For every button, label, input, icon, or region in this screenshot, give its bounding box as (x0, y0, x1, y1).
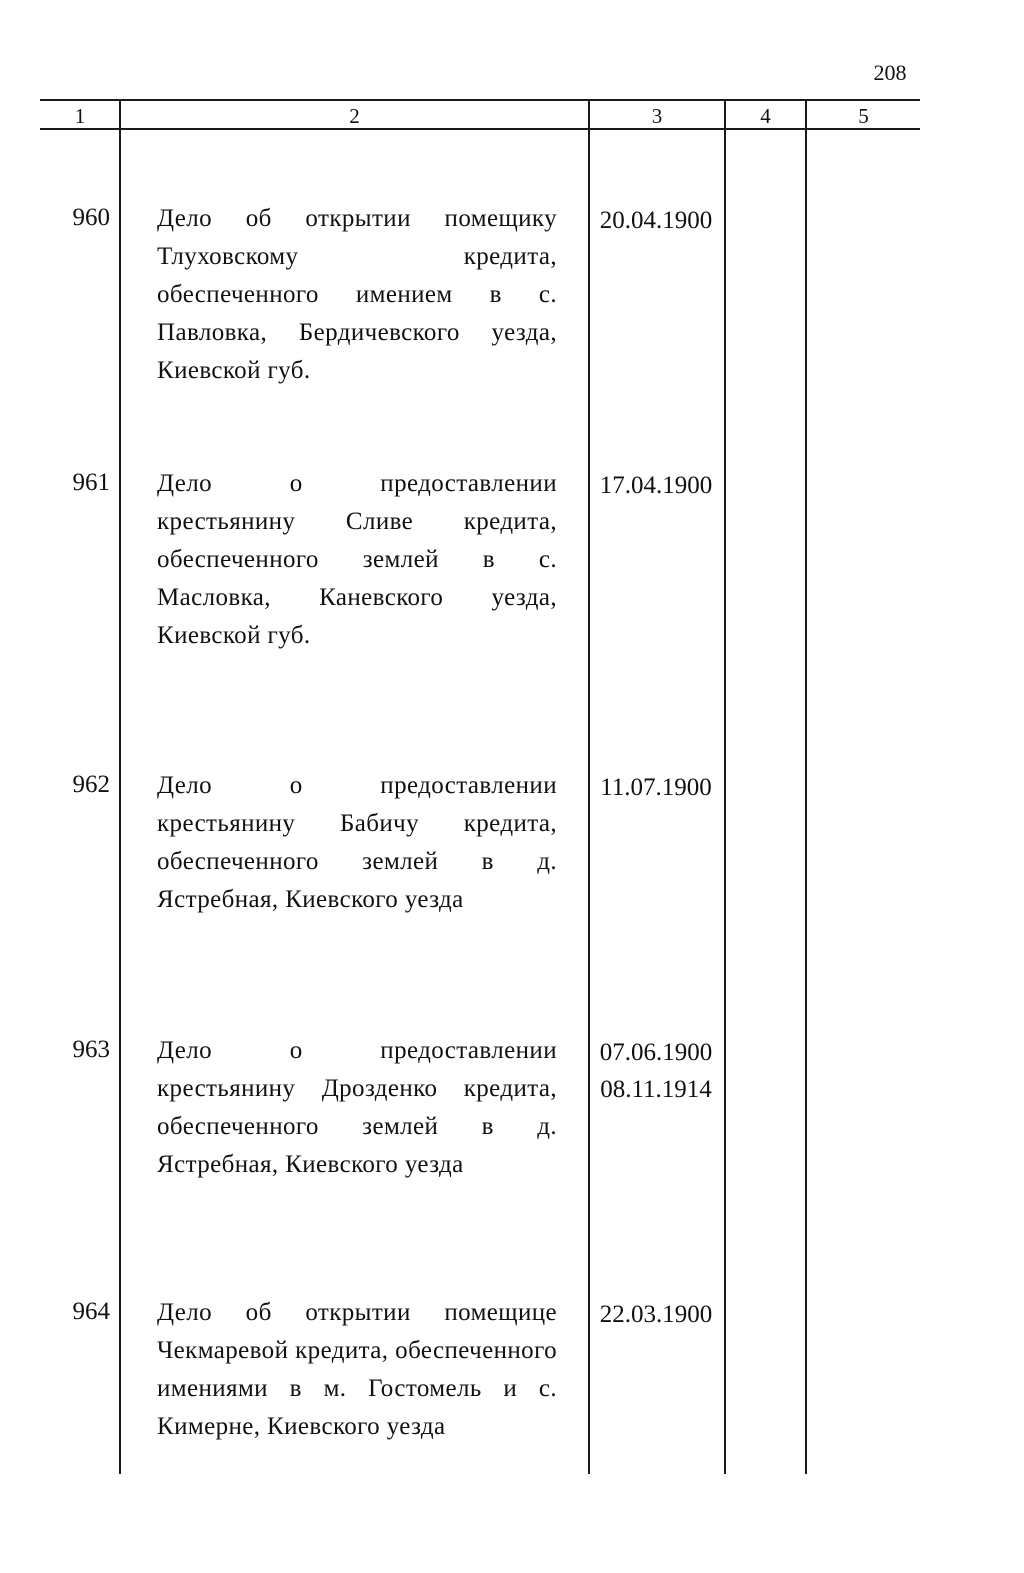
row-number: 964 (72, 1298, 110, 1325)
row-number: 963 (72, 1036, 110, 1063)
column-header-5: 5 (858, 104, 869, 128)
row-number: 961 (72, 469, 110, 496)
row-number: 960 (72, 204, 110, 231)
row-description: Дело о предоставлении крестьянину Дрозденко кредита, обеспеченного землей в д. Ястребная, Киевского уезда (157, 1037, 557, 1178)
row-dates (588, 769, 724, 806)
row-date: 20.04.1900 (599, 207, 713, 234)
row-date: 22.03.1900 (599, 1301, 713, 1328)
row-dates (588, 467, 724, 504)
column-header-3: 3 (651, 104, 663, 128)
row-dates (588, 202, 724, 239)
row-date: 07.06.1900 (599, 1039, 713, 1066)
row-description: Дело о предоставлении крестьянину Бабичу кредита, обеспеченного землей в д. Ястребная, Киевского уезда (157, 772, 557, 913)
column-divider-4 (805, 99, 807, 1474)
row-dates (588, 1296, 724, 1333)
row-description: Дело об открытии помещику Тлуховскому кредита, обеспеченного имением в с. Павловка, Бердичевского уезда, Киевской губ. (157, 205, 557, 384)
page-number: 208 (873, 60, 907, 85)
row-dates (588, 1034, 724, 1108)
table-top-rule (40, 99, 920, 101)
row-number: 962 (72, 771, 110, 798)
column-header-2: 2 (349, 104, 360, 128)
row-description: Дело о предоставлении крестьянину Сливе кредита, обеспеченного землей в с. Масловка, Каневского уезда, Киевской губ. (157, 470, 557, 649)
row-date: 08.11.1914 (600, 1076, 712, 1103)
row-description: Дело об открытии помещице Чекмаревой кредита, обеспеченного имениями в м. Гостомель и с. Кимерне, Киевского уезда (157, 1299, 557, 1440)
column-divider-1 (119, 99, 121, 1474)
column-header-4: 4 (760, 104, 771, 128)
row-date: 11.07.1900 (600, 774, 712, 801)
row-date: 17.04.1900 (599, 472, 713, 499)
column-divider-3 (724, 99, 726, 1474)
column-header-1: 1 (74, 104, 86, 128)
